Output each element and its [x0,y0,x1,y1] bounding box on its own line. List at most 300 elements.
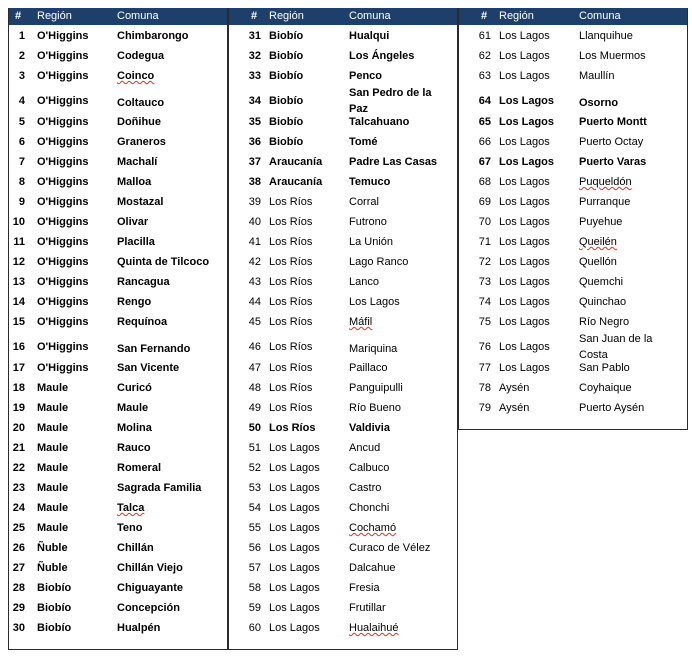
table-row [9,133,227,153]
table-row [229,519,457,539]
row-number: 47 [248,362,261,374]
row-region: Los Ríos [269,341,313,353]
row-region: Aysén [499,402,530,414]
row-number: 77 [478,362,491,374]
table-row [9,379,227,399]
row-comuna: Queilén [579,236,617,248]
table-row [9,233,227,253]
table-row [229,359,457,379]
row-comuna: Puyehue [579,216,623,228]
row-number: 13 [12,276,25,288]
row-region: Biobío [37,622,72,634]
row-comuna: Talca [117,502,145,514]
table-row [459,67,687,87]
row-region: O'Higgins [37,196,89,208]
table-row [9,113,227,133]
row-comuna: Maule [117,402,149,414]
row-number: 6 [18,136,25,148]
row-number: 61 [478,30,491,42]
row-comuna: Penco [349,70,383,82]
row-comuna: Hualaihué [349,622,399,634]
table-row [9,439,227,459]
row-number: 23 [12,482,25,494]
row-region: O'Higgins [37,316,89,328]
table-row [229,539,457,559]
table-row [229,559,457,579]
row-comuna: San Pedro de la Paz [349,87,432,115]
row-comuna: Romeral [117,462,162,474]
table-row [459,27,687,47]
row-region: O'Higgins [37,156,89,168]
table-row [229,579,457,599]
row-comuna: Chonchi [349,502,390,514]
row-number: 56 [248,542,261,554]
row-number: 22 [12,462,25,474]
row-number: 79 [478,402,491,414]
row-comuna: Lanco [349,276,379,288]
header-region: Región [37,10,72,22]
row-number: 40 [248,216,261,228]
row-number: 15 [12,316,25,328]
comunas-table-3 [458,8,688,430]
row-number: 78 [478,382,491,394]
row-number: 25 [12,522,25,534]
row-comuna: Placilla [117,236,155,248]
table-row [229,313,457,333]
row-region: O'Higgins [37,176,89,188]
row-comuna: Concepción [117,602,180,614]
row-region: Los Ríos [269,196,313,208]
row-region: O'Higgins [37,70,89,82]
row-comuna: Rauco [117,442,151,454]
row-region: Los Ríos [269,216,313,228]
header-number: # [251,10,258,22]
row-number: 62 [478,50,491,62]
table-row [229,233,457,253]
row-region: O'Higgins [37,50,89,62]
header-region: Región [269,10,304,22]
table-header [229,8,457,25]
table-row [229,459,457,479]
table-row [229,87,457,113]
table-row [229,479,457,499]
table-row [229,173,457,193]
row-number: 28 [12,582,25,594]
row-comuna: Valdivia [349,422,390,434]
row-number: 7 [18,156,25,168]
row-number: 14 [12,296,25,308]
table-row [9,399,227,419]
table-row [229,253,457,273]
row-region: Los Lagos [499,362,550,374]
row-region: Ñuble [37,562,68,574]
row-number: 74 [478,296,491,308]
table-row [9,67,227,87]
row-region: O'Higgins [37,216,89,228]
table-row [9,273,227,293]
row-region: O'Higgins [37,116,89,128]
row-comuna: Calbuco [349,462,390,474]
row-comuna: Doñihue [117,116,161,128]
row-number: 26 [12,542,25,554]
row-number: 63 [478,70,491,82]
row-number: 17 [12,362,25,374]
row-region: Los Ríos [269,382,313,394]
row-comuna: Tomé [349,136,378,148]
table-row [9,559,227,579]
row-number: 66 [478,136,491,148]
row-number: 24 [12,502,25,514]
row-number: 16 [12,341,25,353]
row-number: 41 [248,236,261,248]
row-comuna: Futrono [349,216,387,228]
row-comuna: Río Bueno [349,402,401,414]
table-row [459,213,687,233]
table-row [229,113,457,133]
table-row [459,333,687,359]
row-region: O'Higgins [37,362,89,374]
row-number: 33 [248,70,261,82]
row-comuna: Temuco [349,176,391,188]
row-comuna: Puerto Octay [579,136,644,148]
row-number: 10 [12,216,25,228]
row-comuna: Castro [349,482,382,494]
row-number: 49 [248,402,261,414]
table-row [229,67,457,87]
row-number: 18 [12,382,25,394]
row-region: Los Lagos [499,136,550,148]
table-row [229,379,457,399]
row-comuna: Chimbarongo [117,30,189,42]
row-number: 9 [18,196,25,208]
row-number: 4 [18,95,25,107]
row-region: O'Higgins [37,256,89,268]
table-row [9,213,227,233]
table-row [9,479,227,499]
row-number: 31 [248,30,261,42]
header-comuna: Comuna [579,10,621,22]
row-region: Biobío [37,582,72,594]
row-region: Los Lagos [499,30,550,42]
table-row [229,27,457,47]
table-row [229,193,457,213]
table-row [229,47,457,67]
row-comuna: Río Negro [579,316,630,328]
row-region: Biobío [269,30,304,42]
row-comuna: Dalcahue [349,562,396,574]
row-comuna: Coinco [117,70,155,82]
row-region: Los Lagos [499,95,555,107]
row-number: 3 [18,70,25,82]
row-comuna: Purranque [579,196,631,208]
row-number: 50 [248,422,261,434]
row-number: 12 [12,256,25,268]
row-comuna: Los Muermos [579,50,646,62]
table-row [9,359,227,379]
row-region: O'Higgins [37,276,89,288]
row-comuna: Curaco de Vélez [349,542,431,554]
table-row [9,579,227,599]
row-comuna: Mostazal [117,196,164,208]
row-number: 35 [248,116,261,128]
table-row [459,153,687,173]
row-number: 2 [18,50,25,62]
row-comuna: Quinta de Tilcoco [117,256,210,268]
row-region: Los Lagos [499,116,555,128]
row-comuna: Los Lagos [349,296,400,308]
table-row [459,313,687,333]
table-row [9,193,227,213]
row-number: 72 [478,256,491,268]
table-row [9,87,227,113]
row-comuna: Cochamó [349,522,397,534]
table-row [229,599,457,619]
row-comuna: Máfil [349,316,373,328]
row-number: 20 [12,422,25,434]
row-region: Los Ríos [269,296,313,308]
table-row [459,399,687,419]
row-number: 51 [248,442,261,454]
table-row [9,253,227,273]
row-region: Maule [37,482,69,494]
row-comuna: Rengo [117,296,152,308]
row-comuna: Llanquihue [579,30,633,42]
table-row [459,173,687,193]
row-region: Maule [37,402,69,414]
row-comuna: Malloa [117,176,152,188]
row-region: Los Lagos [499,216,550,228]
row-number: 48 [248,382,261,394]
row-region: Ñuble [37,542,68,554]
row-region: Maule [37,422,69,434]
table-row [9,313,227,333]
row-region: Los Lagos [499,156,555,168]
row-number: 21 [12,442,25,454]
row-comuna: Ancud [349,442,381,454]
comunas-table-1 [8,8,228,650]
row-region: Los Lagos [269,622,320,634]
row-region: Los Lagos [269,482,320,494]
row-region: Biobío [269,116,304,128]
row-region: Biobío [269,50,304,62]
row-comuna: Machalí [117,156,158,168]
table-row [459,253,687,273]
row-number: 44 [248,296,261,308]
table-row [9,419,227,439]
row-comuna: Padre Las Casas [349,156,438,168]
table-row [9,153,227,173]
row-region: Biobío [269,136,304,148]
row-number: 71 [478,236,491,248]
row-region: Maule [37,462,69,474]
table-row [459,359,687,379]
row-region: Los Ríos [269,422,316,434]
row-comuna: Puerto Aysén [579,402,645,414]
row-region: Biobío [37,602,72,614]
row-number: 38 [248,176,261,188]
row-comuna: Graneros [117,136,166,148]
table-row [229,153,457,173]
row-number: 57 [248,562,261,574]
row-region: Los Ríos [269,276,313,288]
comunas-table-2 [228,8,458,650]
row-region: Maule [37,382,69,394]
row-comuna: Puqueldón [579,176,632,188]
row-number: 30 [12,622,25,634]
table-row [229,419,457,439]
table-row [9,519,227,539]
table-row [459,379,687,399]
row-comuna: Coltauco [117,97,165,109]
row-number: 32 [248,50,261,62]
row-region: Los Lagos [269,542,320,554]
table-row [229,293,457,313]
row-comuna: Chillán Viejo [117,562,183,574]
row-region: Los Lagos [269,442,320,454]
row-region: Los Lagos [269,602,320,614]
row-number: 8 [18,176,25,188]
row-region: Maule [37,442,69,454]
header-number: # [15,10,22,22]
table-row [9,173,227,193]
row-number: 34 [248,95,261,107]
row-region: Los Lagos [269,522,320,534]
row-number: 52 [248,462,261,474]
row-number: 69 [478,196,491,208]
table-row [9,27,227,47]
row-region: Los Lagos [499,70,550,82]
table-row [459,273,687,293]
row-comuna: Puerto Varas [579,156,647,168]
row-region: Los Lagos [499,276,550,288]
row-region: Los Ríos [269,316,313,328]
row-comuna: Lago Ranco [349,256,409,268]
table-row [229,333,457,359]
row-region: Los Lagos [499,296,550,308]
row-region: O'Higgins [37,341,89,353]
table-row [229,439,457,459]
row-comuna: Frutillar [349,602,386,614]
row-region: O'Higgins [37,95,89,107]
header-number: # [481,10,488,22]
row-region: Los Lagos [499,236,550,248]
row-number: 54 [248,502,261,514]
row-comuna: Mariquina [349,343,398,355]
row-comuna: San Pablo [579,362,630,374]
row-region: Los Lagos [269,562,320,574]
row-region: Los Ríos [269,256,313,268]
table-row [9,47,227,67]
header-comuna: Comuna [349,10,391,22]
row-comuna: Talcahuano [349,116,410,128]
table-row [9,333,227,359]
table-header [9,8,227,25]
row-comuna: Osorno [579,97,619,109]
row-comuna: La Unión [349,236,394,248]
row-region: Los Lagos [269,582,320,594]
row-comuna: Hualpén [117,622,161,634]
row-number: 45 [248,316,261,328]
row-number: 59 [248,602,261,614]
table-row [229,133,457,153]
table-row [229,213,457,233]
row-comuna: Chillán [117,542,154,554]
table-row [9,599,227,619]
row-region: Los Lagos [499,196,550,208]
table-row [459,113,687,133]
row-comuna: Curicó [117,382,152,394]
row-comuna: Rancagua [117,276,170,288]
row-comuna: Teno [117,522,143,534]
row-region: Biobío [269,70,304,82]
row-comuna: Los Ángeles [349,50,415,62]
row-region: Los Ríos [269,362,313,374]
row-number: 11 [13,236,25,248]
row-comuna: Maullín [579,70,615,82]
table-row [459,233,687,253]
row-number: 19 [12,402,25,414]
row-comuna: Corral [349,196,379,208]
row-comuna: San Vicente [117,362,180,374]
header-region: Región [499,10,534,22]
row-region: O'Higgins [37,30,89,42]
table-row [459,47,687,67]
row-number: 73 [478,276,491,288]
row-comuna: Requínoa [117,316,168,328]
row-number: 37 [248,156,261,168]
table-row [9,619,227,639]
table-row [229,619,457,639]
row-comuna: Chiguayante [117,582,184,594]
row-comuna: Fresia [349,582,380,594]
table-row [229,499,457,519]
row-number: 75 [478,316,491,328]
row-number: 60 [248,622,261,634]
row-region: Biobío [269,95,304,107]
row-comuna: Puerto Montt [579,116,647,128]
row-number: 5 [18,116,25,128]
row-comuna: Molina [117,422,152,434]
header-comuna: Comuna [117,10,159,22]
row-comuna: Coyhaique [579,382,632,394]
row-number: 67 [478,156,491,168]
table-row [229,399,457,419]
row-region: Maule [37,522,69,534]
row-number: 42 [248,256,261,268]
row-number: 36 [248,136,261,148]
row-comuna: Quemchi [579,276,624,288]
row-number: 76 [478,341,491,353]
table-row [459,133,687,153]
table-row [459,293,687,313]
row-comuna: Paillaco [349,362,388,374]
row-number: 53 [248,482,261,494]
row-region: Los Ríos [269,402,313,414]
row-region: Maule [37,502,69,514]
row-number: 27 [12,562,25,574]
row-region: Aysén [499,382,530,394]
table-row [9,539,227,559]
row-number: 39 [248,196,261,208]
row-region: Los Lagos [499,256,550,268]
row-number: 1 [18,30,25,42]
row-comuna: Quellón [579,256,617,268]
row-number: 43 [248,276,261,288]
table-header [459,8,687,25]
row-region: Araucanía [269,156,323,168]
row-number: 46 [248,341,261,353]
row-comuna: San Fernando [117,343,191,355]
